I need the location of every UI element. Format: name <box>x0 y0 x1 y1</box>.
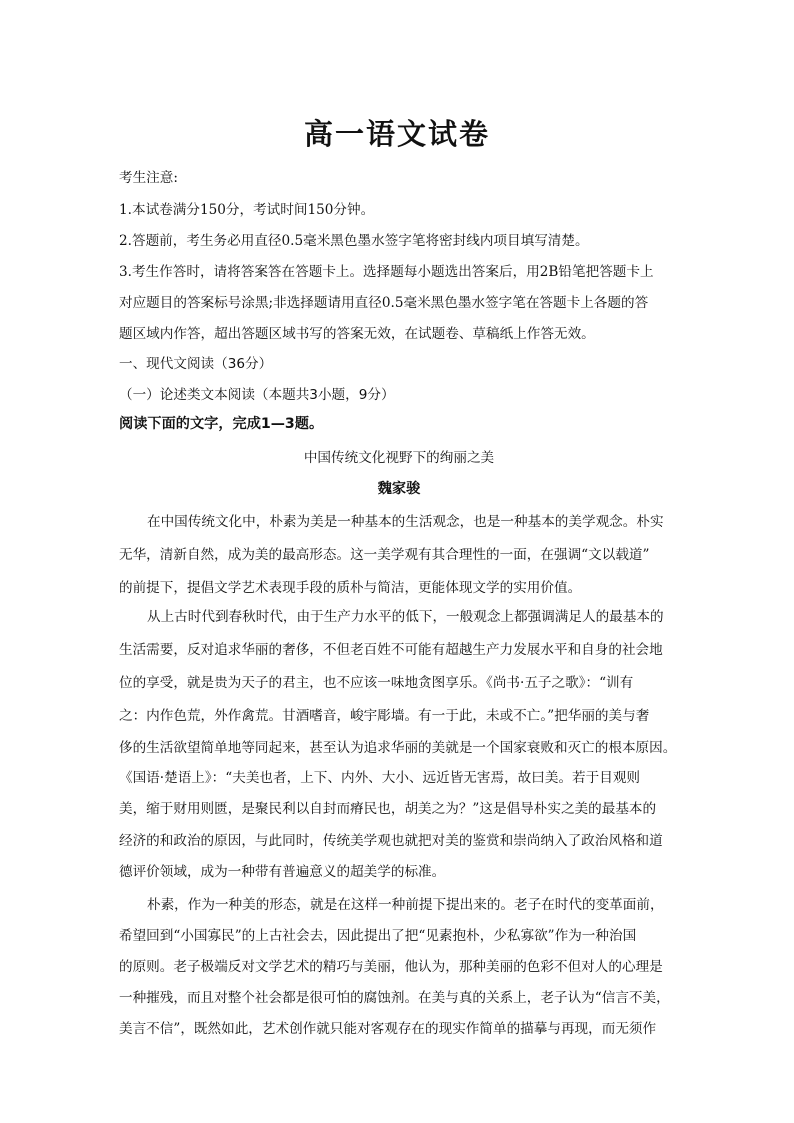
article-line: 《国语·楚语上》：“夫美也者，上下、内外、大小、远近皆无害焉，故曰美。若于目观则 <box>119 770 641 786</box>
subsection-heading: （一）论述类文本阅读（本题共3小题，9分） <box>119 387 395 403</box>
article-line: 无华，清新自然，成为美的最高形态。这一美学观有其合理性的一面，在强调“文以载道” <box>119 547 650 563</box>
article-line: 德评价领域，成为一种带有普遍意义的超美学的标准。 <box>119 864 446 880</box>
article-line: 美，缩于财用则匮，是聚民利以自封而瘠民也，胡美之为？”这是倡导朴实之美的最基本的 <box>119 801 657 817</box>
article-title: 中国传统文化视野下的绚丽之美 <box>303 450 495 466</box>
article-line: 的原则。老子极端反对文学艺术的精巧与美丽，他认为，那种美丽的色彩不但对人的心理是 <box>119 959 663 975</box>
notice-item: 题区域内作答，超出答题区域书写的答案无效，在试题卷、草稿纸上作答无效。 <box>119 326 595 342</box>
article-line: 经济的和政治的原因，与此同时，传统美学观也就把对美的鉴赏和崇尚纳入了政治风格和道 <box>119 833 663 849</box>
article-line: 朴素，作为一种美的形态，就是在这样一种前提下提出来的。老子在时代的变革面前， <box>147 897 664 913</box>
article-line: 侈的生活欲望简单地等同起来，甚至认为追求华丽的美就是一个国家衰败和灭亡的根本原因。 <box>119 740 677 756</box>
article-line: 的前提下，提倡文学艺术表现手段的质朴与简洁，更能体现文学的实用价值。 <box>119 580 582 596</box>
article-line: 美言不信”，既然如此，艺术创作就只能对客观存在的现实作简单的描摹与再现，而无须作 <box>119 1021 657 1037</box>
notice-item: 2.答题前，考生务必用直径0.5毫米黑色墨水签字笔将密封线内项目填写清楚。 <box>119 233 589 249</box>
page-title: 高一语文试卷 <box>303 117 490 151</box>
article-line: 位的享受，就是贵为天子的君主，也不应该一味地贪图享乐。《尚书·五子之歌》：“训有 <box>119 675 634 691</box>
notice-item: 对应题目的答案标号涂黑;非选择题请用直径0.5毫米黑色墨水签字笔在答题卡上各题的答 <box>119 295 649 311</box>
section-heading: 一、现代文阅读（36分） <box>119 356 273 372</box>
article-line: 生活需要，反对追求华丽的奢侈，不但老百姓不可能有超越生产力发展水平和自身的社会地 <box>119 642 663 658</box>
article-line: 从上古时代到春秋时代，由于生产力水平的低下，一般观念上都强调满足人的最基本的 <box>147 609 664 625</box>
article-author: 魏家骏 <box>377 481 421 497</box>
article-line: 希望回到“小国寡民”的上古社会去，因此提出了把“见素抱朴，少私寡欲”作为一种治国 <box>119 928 637 944</box>
notice-heading: 考生注意: <box>119 170 178 186</box>
article-line: 之：内作色荒，外作禽荒。甘酒嗜音，峻宇彫墙。有一于此，未或不亡。”把华丽的美与奢 <box>119 708 650 724</box>
reading-instruction: 阅读下面的文字，完成1—3题。 <box>119 416 324 432</box>
article-line: 在中国传统文化中，朴素为美是一种基本的生活观念，也是一种基本的美学观念。朴实 <box>147 514 664 530</box>
notice-item: 1.本试卷满分150分，考试时间150分钟。 <box>119 202 375 218</box>
notice-item: 3.考生作答时，请将答案答在答题卡上。选择题每小题选出答案后，用2B铅笔把答题卡上 <box>119 264 654 280</box>
article-line: 一种摧残，而且对整个社会都是很可怕的腐蚀剂。在美与真的关系上，老子认为“信言不美， <box>119 990 670 1006</box>
